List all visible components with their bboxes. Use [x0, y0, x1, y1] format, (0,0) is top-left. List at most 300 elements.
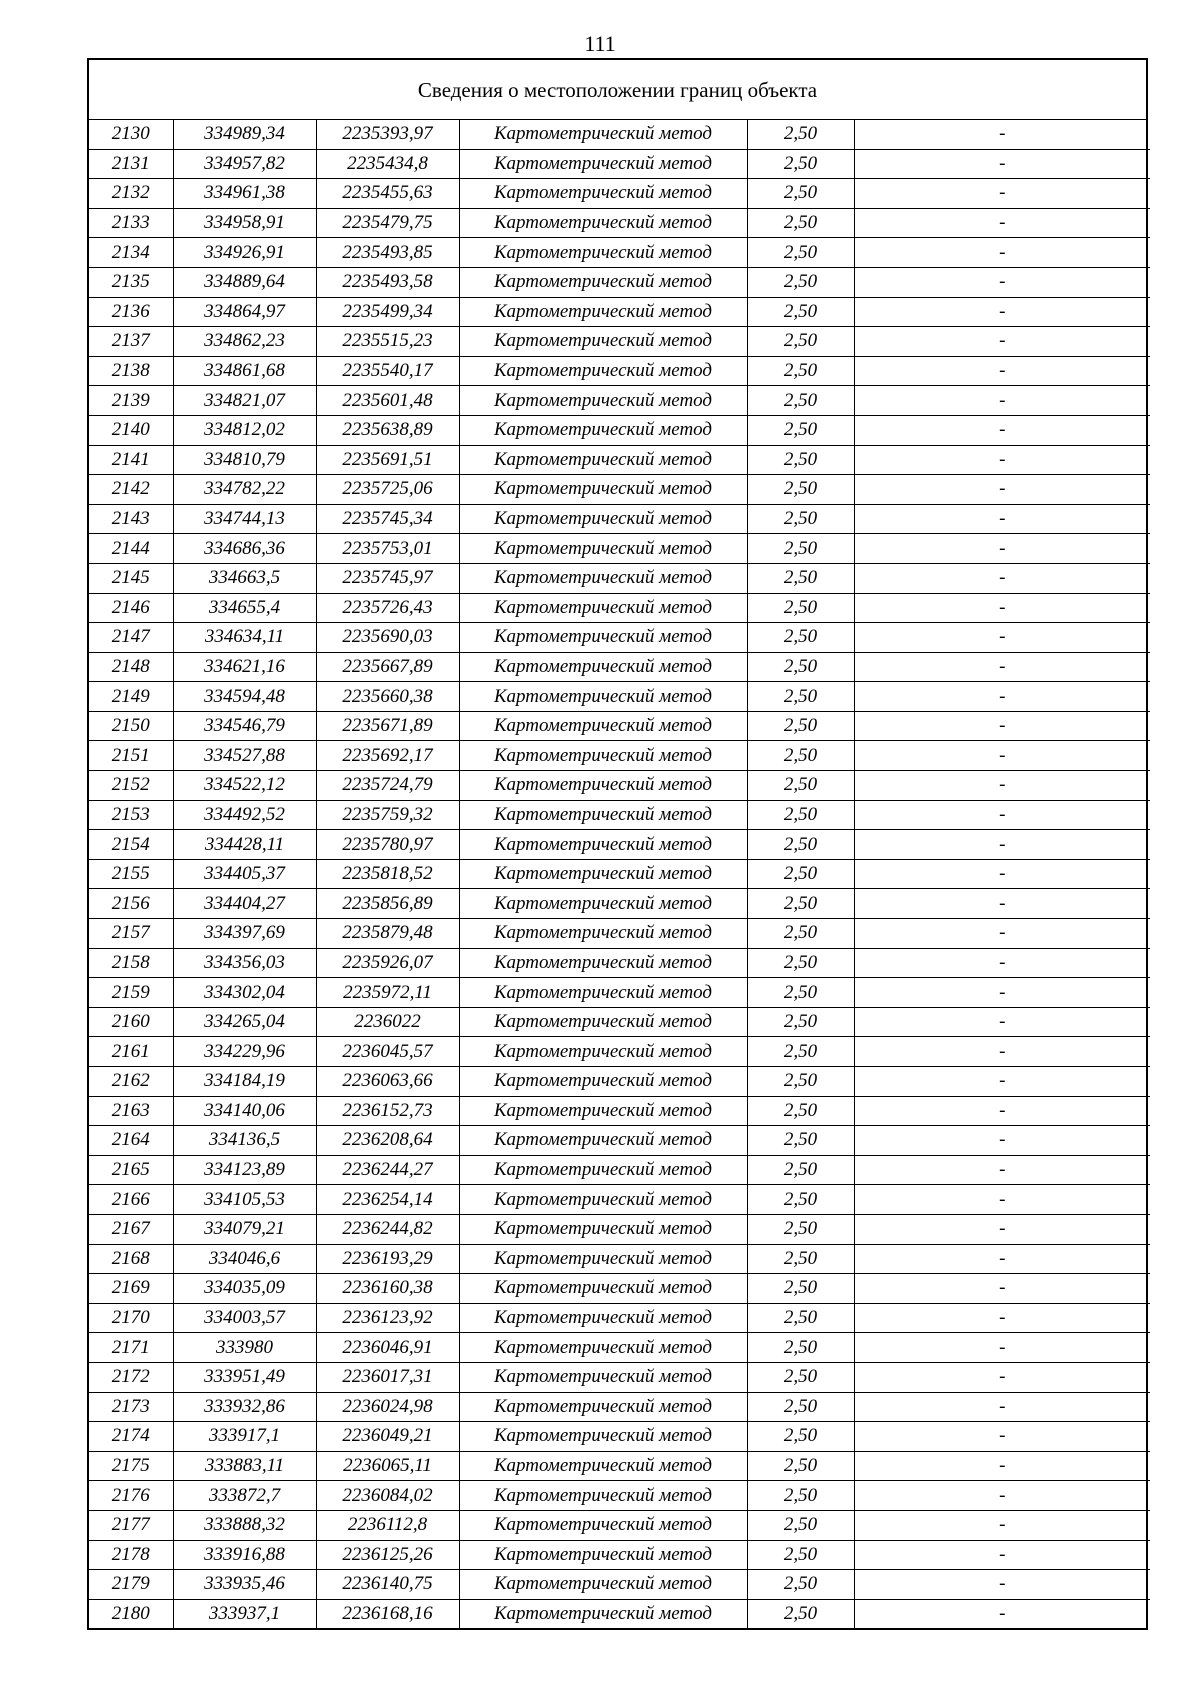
- accuracy-cell: 2,50: [747, 1214, 854, 1244]
- accuracy-cell: 2,50: [747, 1274, 854, 1304]
- note-cell: -: [854, 830, 1150, 860]
- table-row: [89, 593, 1150, 623]
- note-cell: -: [854, 1037, 1150, 1067]
- method-cell: Картометрический метод: [459, 978, 747, 1008]
- coordinate-x-cell: 334744,13: [173, 504, 316, 534]
- accuracy-cell: 2,50: [747, 978, 854, 1008]
- coordinate-y-cell: 2235515,23: [316, 327, 459, 357]
- coordinate-y-cell: 2235692,17: [316, 741, 459, 771]
- table-row: [89, 475, 1150, 505]
- method-cell: Картометрический метод: [459, 859, 747, 889]
- table-row: [89, 1392, 1150, 1422]
- coordinate-x-cell: 334655,4: [173, 593, 316, 623]
- accuracy-cell: 2,50: [747, 1392, 854, 1422]
- table-row: [89, 1599, 1150, 1628]
- method-cell: Картометрический метод: [459, 741, 747, 771]
- coordinate-x-cell: 334989,34: [173, 120, 316, 149]
- accuracy-cell: 2,50: [747, 771, 854, 801]
- coordinate-x-cell: 334136,5: [173, 1126, 316, 1156]
- note-cell: -: [854, 771, 1150, 801]
- point-number-cell: 2171: [89, 1333, 173, 1363]
- page-number: 111: [584, 31, 616, 56]
- coordinate-x-cell: 334397,69: [173, 919, 316, 949]
- point-number-cell: 2174: [89, 1422, 173, 1452]
- accuracy-cell: 2,50: [747, 1599, 854, 1628]
- point-number-cell: 2134: [89, 238, 173, 268]
- method-cell: Картометрический метод: [459, 682, 747, 712]
- point-number-cell: 2162: [89, 1067, 173, 1097]
- table-row: [89, 386, 1150, 416]
- method-cell: Картометрический метод: [459, 208, 747, 238]
- point-number-cell: 2176: [89, 1481, 173, 1511]
- method-cell: Картометрический метод: [459, 415, 747, 445]
- method-cell: Картометрический метод: [459, 297, 747, 327]
- table-row: [89, 1067, 1150, 1097]
- point-number-cell: 2142: [89, 475, 173, 505]
- accuracy-cell: 2,50: [747, 386, 854, 416]
- coordinate-x-cell: 334862,23: [173, 327, 316, 357]
- accuracy-cell: 2,50: [747, 1333, 854, 1363]
- table-row: [89, 978, 1150, 1008]
- method-cell: Картометрический метод: [459, 830, 747, 860]
- note-cell: -: [854, 1599, 1150, 1628]
- table-row: [89, 1126, 1150, 1156]
- note-cell: -: [854, 1274, 1150, 1304]
- accuracy-cell: 2,50: [747, 859, 854, 889]
- accuracy-cell: 2,50: [747, 1570, 854, 1600]
- accuracy-cell: 2,50: [747, 1362, 854, 1392]
- method-cell: Картометрический метод: [459, 1067, 747, 1097]
- point-number-cell: 2179: [89, 1570, 173, 1600]
- note-cell: -: [854, 356, 1150, 386]
- table-row: [89, 415, 1150, 445]
- point-number-cell: 2143: [89, 504, 173, 534]
- coordinate-y-cell: 2236208,64: [316, 1126, 459, 1156]
- table-row: [89, 1007, 1150, 1037]
- accuracy-cell: 2,50: [747, 534, 854, 564]
- point-number-cell: 2159: [89, 978, 173, 1008]
- coordinate-x-cell: 334958,91: [173, 208, 316, 238]
- coordinate-y-cell: 2236168,16: [316, 1599, 459, 1628]
- note-cell: -: [854, 889, 1150, 919]
- table-row: [89, 445, 1150, 475]
- method-cell: Картометрический метод: [459, 1007, 747, 1037]
- accuracy-cell: 2,50: [747, 830, 854, 860]
- coordinate-y-cell: 2235479,75: [316, 208, 459, 238]
- point-number-cell: 2147: [89, 623, 173, 653]
- coordinate-y-cell: 2236193,29: [316, 1244, 459, 1274]
- point-number-cell: 2138: [89, 356, 173, 386]
- coordinate-y-cell: 2235759,32: [316, 800, 459, 830]
- coordinate-x-cell: 334621,16: [173, 652, 316, 682]
- method-cell: Картометрический метод: [459, 386, 747, 416]
- point-number-cell: 2163: [89, 1096, 173, 1126]
- coordinate-y-cell: 2235926,07: [316, 948, 459, 978]
- table-row: [89, 1303, 1150, 1333]
- coordinate-x-cell: 334889,64: [173, 267, 316, 297]
- table-row: [89, 623, 1150, 653]
- coordinate-x-cell: 334686,36: [173, 534, 316, 564]
- coordinate-x-cell: 334404,27: [173, 889, 316, 919]
- coordinate-y-cell: 2236049,21: [316, 1422, 459, 1452]
- accuracy-cell: 2,50: [747, 356, 854, 386]
- point-number-cell: 2173: [89, 1392, 173, 1422]
- note-cell: -: [854, 1007, 1150, 1037]
- coordinate-y-cell: 2235745,34: [316, 504, 459, 534]
- coordinate-y-cell: 2235540,17: [316, 356, 459, 386]
- note-cell: -: [854, 445, 1150, 475]
- point-number-cell: 2146: [89, 593, 173, 623]
- table-row: [89, 1451, 1150, 1481]
- method-cell: Картометрический метод: [459, 1451, 747, 1481]
- point-number-cell: 2158: [89, 948, 173, 978]
- accuracy-cell: 2,50: [747, 1540, 854, 1570]
- accuracy-cell: 2,50: [747, 1510, 854, 1540]
- coordinate-x-cell: 334079,21: [173, 1214, 316, 1244]
- method-cell: Картометрический метод: [459, 563, 747, 593]
- coordinate-x-cell: 334302,04: [173, 978, 316, 1008]
- coordinate-y-cell: 2236244,82: [316, 1214, 459, 1244]
- coordinate-x-cell: 334527,88: [173, 741, 316, 771]
- note-cell: -: [854, 1481, 1150, 1511]
- point-number-cell: 2161: [89, 1037, 173, 1067]
- method-cell: Картометрический метод: [459, 1303, 747, 1333]
- point-number-cell: 2175: [89, 1451, 173, 1481]
- note-cell: -: [854, 1096, 1150, 1126]
- accuracy-cell: 2,50: [747, 948, 854, 978]
- method-cell: Картометрический метод: [459, 1214, 747, 1244]
- accuracy-cell: 2,50: [747, 711, 854, 741]
- method-cell: Картометрический метод: [459, 1540, 747, 1570]
- table-row: [89, 1214, 1150, 1244]
- point-number-cell: 2153: [89, 800, 173, 830]
- coordinate-y-cell: 2235393,97: [316, 120, 459, 149]
- coordinate-y-cell: 2235724,79: [316, 771, 459, 801]
- table-row: [89, 652, 1150, 682]
- note-cell: -: [854, 1451, 1150, 1481]
- coordinate-x-cell: 333935,46: [173, 1570, 316, 1600]
- accuracy-cell: 2,50: [747, 445, 854, 475]
- table-row: [89, 208, 1150, 238]
- accuracy-cell: 2,50: [747, 415, 854, 445]
- coordinate-x-cell: 333916,88: [173, 1540, 316, 1570]
- table-row: [89, 1540, 1150, 1570]
- table-row: [89, 1155, 1150, 1185]
- coordinate-y-cell: 2235856,89: [316, 889, 459, 919]
- coordinate-y-cell: 2235493,85: [316, 238, 459, 268]
- note-cell: -: [854, 327, 1150, 357]
- note-cell: -: [854, 1214, 1150, 1244]
- coordinate-x-cell: 334046,6: [173, 1244, 316, 1274]
- coordinate-x-cell: 334356,03: [173, 948, 316, 978]
- accuracy-cell: 2,50: [747, 563, 854, 593]
- method-cell: Картометрический метод: [459, 948, 747, 978]
- accuracy-cell: 2,50: [747, 919, 854, 949]
- coordinate-y-cell: 2236084,02: [316, 1481, 459, 1511]
- coordinate-x-cell: 334546,79: [173, 711, 316, 741]
- coordinate-y-cell: 2235493,58: [316, 267, 459, 297]
- accuracy-cell: 2,50: [747, 1037, 854, 1067]
- table-row: [89, 179, 1150, 209]
- accuracy-cell: 2,50: [747, 1185, 854, 1215]
- table-row: [89, 1510, 1150, 1540]
- method-cell: Картометрический метод: [459, 623, 747, 653]
- point-number-cell: 2178: [89, 1540, 173, 1570]
- coordinate-y-cell: 2235671,89: [316, 711, 459, 741]
- accuracy-cell: 2,50: [747, 1155, 854, 1185]
- point-number-cell: 2150: [89, 711, 173, 741]
- coordinate-x-cell: 334926,91: [173, 238, 316, 268]
- table-row: [89, 1362, 1150, 1392]
- method-cell: Картометрический метод: [459, 149, 747, 179]
- method-cell: Картометрический метод: [459, 179, 747, 209]
- point-number-cell: 2148: [89, 652, 173, 682]
- coordinate-x-cell: 333888,32: [173, 1510, 316, 1540]
- coordinate-x-cell: 334492,52: [173, 800, 316, 830]
- table-row: [89, 948, 1150, 978]
- coordinate-y-cell: 2235972,11: [316, 978, 459, 1008]
- coordinate-y-cell: 2236152,73: [316, 1096, 459, 1126]
- note-cell: -: [854, 504, 1150, 534]
- table-row: [89, 919, 1150, 949]
- point-number-cell: 2139: [89, 386, 173, 416]
- accuracy-cell: 2,50: [747, 1451, 854, 1481]
- point-number-cell: 2160: [89, 1007, 173, 1037]
- method-cell: Картометрический метод: [459, 1096, 747, 1126]
- coordinate-x-cell: 334428,11: [173, 830, 316, 860]
- note-cell: -: [854, 711, 1150, 741]
- method-cell: Картометрический метод: [459, 475, 747, 505]
- point-number-cell: 2155: [89, 859, 173, 889]
- point-number-cell: 2172: [89, 1362, 173, 1392]
- note-cell: -: [854, 1422, 1150, 1452]
- method-cell: Картометрический метод: [459, 652, 747, 682]
- coordinate-y-cell: 2236254,14: [316, 1185, 459, 1215]
- coordinate-x-cell: 334594,48: [173, 682, 316, 712]
- method-cell: Картометрический метод: [459, 1274, 747, 1304]
- method-cell: Картометрический метод: [459, 1244, 747, 1274]
- table-row: [89, 800, 1150, 830]
- method-cell: Картометрический метод: [459, 1037, 747, 1067]
- table-row: [89, 859, 1150, 889]
- table-row: [89, 149, 1150, 179]
- point-number-cell: 2151: [89, 741, 173, 771]
- coordinate-y-cell: 2235455,63: [316, 179, 459, 209]
- coordinate-x-cell: 334184,19: [173, 1067, 316, 1097]
- accuracy-cell: 2,50: [747, 1126, 854, 1156]
- coordinate-y-cell: 2235818,52: [316, 859, 459, 889]
- note-cell: -: [854, 919, 1150, 949]
- point-number-cell: 2180: [89, 1599, 173, 1628]
- note-cell: -: [854, 652, 1150, 682]
- note-cell: -: [854, 1244, 1150, 1274]
- coordinate-x-cell: 333883,11: [173, 1451, 316, 1481]
- point-number-cell: 2164: [89, 1126, 173, 1156]
- table-row: [89, 267, 1150, 297]
- coordinate-y-cell: 2236017,31: [316, 1362, 459, 1392]
- table-row: [89, 1274, 1150, 1304]
- note-cell: -: [854, 1185, 1150, 1215]
- point-number-cell: 2140: [89, 415, 173, 445]
- note-cell: -: [854, 978, 1150, 1008]
- point-number-cell: 2165: [89, 1155, 173, 1185]
- method-cell: Картометрический метод: [459, 534, 747, 564]
- note-cell: -: [854, 149, 1150, 179]
- accuracy-cell: 2,50: [747, 327, 854, 357]
- method-cell: Картометрический метод: [459, 445, 747, 475]
- coordinate-y-cell: 2235780,97: [316, 830, 459, 860]
- point-number-cell: 2152: [89, 771, 173, 801]
- coordinate-y-cell: 2236140,75: [316, 1570, 459, 1600]
- coordinates-grid: [89, 120, 1150, 1628]
- method-cell: Картометрический метод: [459, 1570, 747, 1600]
- point-number-cell: 2177: [89, 1510, 173, 1540]
- coordinate-y-cell: 2235601,48: [316, 386, 459, 416]
- point-number-cell: 2141: [89, 445, 173, 475]
- accuracy-cell: 2,50: [747, 208, 854, 238]
- coordinates-body: [89, 120, 1150, 1628]
- note-cell: -: [854, 682, 1150, 712]
- note-cell: -: [854, 238, 1150, 268]
- coordinate-y-cell: 2235660,38: [316, 682, 459, 712]
- coordinate-x-cell: 334821,07: [173, 386, 316, 416]
- table-row: [89, 120, 1150, 149]
- coordinate-y-cell: 2236045,57: [316, 1037, 459, 1067]
- method-cell: Картометрический метод: [459, 238, 747, 268]
- table-row: [89, 327, 1150, 357]
- method-cell: Картометрический метод: [459, 267, 747, 297]
- table-row: [89, 1481, 1150, 1511]
- coordinate-x-cell: 334957,82: [173, 149, 316, 179]
- note-cell: -: [854, 1540, 1150, 1570]
- coordinate-x-cell: 334663,5: [173, 563, 316, 593]
- accuracy-cell: 2,50: [747, 1244, 854, 1274]
- point-number-cell: 2170: [89, 1303, 173, 1333]
- coordinate-x-cell: 334003,57: [173, 1303, 316, 1333]
- method-cell: Картометрический метод: [459, 1481, 747, 1511]
- note-cell: -: [854, 1155, 1150, 1185]
- table-row: [89, 238, 1150, 268]
- accuracy-cell: 2,50: [747, 149, 854, 179]
- coordinate-x-cell: 334123,89: [173, 1155, 316, 1185]
- coordinate-y-cell: 2236022: [316, 1007, 459, 1037]
- point-number-cell: 2169: [89, 1274, 173, 1304]
- table-row: [89, 534, 1150, 564]
- note-cell: -: [854, 267, 1150, 297]
- coordinate-x-cell: 333917,1: [173, 1422, 316, 1452]
- method-cell: Картометрический метод: [459, 1362, 747, 1392]
- coordinate-x-cell: 334961,38: [173, 179, 316, 209]
- accuracy-cell: 2,50: [747, 889, 854, 919]
- method-cell: Картометрический метод: [459, 889, 747, 919]
- coordinate-x-cell: 334035,09: [173, 1274, 316, 1304]
- method-cell: Картометрический метод: [459, 1333, 747, 1363]
- note-cell: -: [854, 475, 1150, 505]
- coordinate-y-cell: 2235691,51: [316, 445, 459, 475]
- method-cell: Картометрический метод: [459, 1185, 747, 1215]
- table-row: [89, 297, 1150, 327]
- point-number-cell: 2168: [89, 1244, 173, 1274]
- accuracy-cell: 2,50: [747, 297, 854, 327]
- coordinate-y-cell: 2236244,27: [316, 1155, 459, 1185]
- coordinate-x-cell: 334140,06: [173, 1096, 316, 1126]
- coordinate-x-cell: 334522,12: [173, 771, 316, 801]
- note-cell: -: [854, 1510, 1150, 1540]
- table-row: [89, 1037, 1150, 1067]
- coordinate-y-cell: 2236112,8: [316, 1510, 459, 1540]
- table-row: [89, 711, 1150, 741]
- note-cell: -: [854, 1362, 1150, 1392]
- coordinate-y-cell: 2235434,8: [316, 149, 459, 179]
- table-row: [89, 1570, 1150, 1600]
- method-cell: Картометрический метод: [459, 1422, 747, 1452]
- coordinate-y-cell: 2236065,11: [316, 1451, 459, 1481]
- accuracy-cell: 2,50: [747, 1096, 854, 1126]
- point-number-cell: 2130: [89, 120, 173, 149]
- coordinate-x-cell: 333937,1: [173, 1599, 316, 1628]
- accuracy-cell: 2,50: [747, 800, 854, 830]
- point-number-cell: 2157: [89, 919, 173, 949]
- table-row: [89, 741, 1150, 771]
- coordinate-y-cell: 2235638,89: [316, 415, 459, 445]
- table-row: [89, 830, 1150, 860]
- accuracy-cell: 2,50: [747, 593, 854, 623]
- table-row: [89, 356, 1150, 386]
- note-cell: -: [854, 563, 1150, 593]
- note-cell: -: [854, 208, 1150, 238]
- accuracy-cell: 2,50: [747, 741, 854, 771]
- table-row: [89, 1333, 1150, 1363]
- coordinate-y-cell: 2235753,01: [316, 534, 459, 564]
- note-cell: -: [854, 623, 1150, 653]
- point-number-cell: 2154: [89, 830, 173, 860]
- point-number-cell: 2136: [89, 297, 173, 327]
- point-number-cell: 2166: [89, 1185, 173, 1215]
- accuracy-cell: 2,50: [747, 1422, 854, 1452]
- table-row: [89, 1244, 1150, 1274]
- note-cell: -: [854, 1303, 1150, 1333]
- table-title: Сведения о местоположении границ объекта: [89, 60, 1146, 120]
- note-cell: -: [854, 1067, 1150, 1097]
- point-number-cell: 2137: [89, 327, 173, 357]
- coordinate-x-cell: 334782,22: [173, 475, 316, 505]
- coordinate-y-cell: 2235667,89: [316, 652, 459, 682]
- note-cell: -: [854, 800, 1150, 830]
- accuracy-cell: 2,50: [747, 120, 854, 149]
- point-number-cell: 2132: [89, 179, 173, 209]
- method-cell: Картометрический метод: [459, 919, 747, 949]
- note-cell: -: [854, 948, 1150, 978]
- method-cell: Картометрический метод: [459, 800, 747, 830]
- accuracy-cell: 2,50: [747, 682, 854, 712]
- method-cell: Картометрический метод: [459, 1126, 747, 1156]
- coordinate-y-cell: 2236063,66: [316, 1067, 459, 1097]
- method-cell: Картометрический метод: [459, 504, 747, 534]
- point-number-cell: 2167: [89, 1214, 173, 1244]
- method-cell: Картометрический метод: [459, 120, 747, 149]
- boundary-table: [87, 58, 1148, 1630]
- coordinate-y-cell: 2235690,03: [316, 623, 459, 653]
- table-row: [89, 682, 1150, 712]
- coordinate-x-cell: 334105,53: [173, 1185, 316, 1215]
- point-number-cell: 2145: [89, 563, 173, 593]
- accuracy-cell: 2,50: [747, 1067, 854, 1097]
- point-number-cell: 2144: [89, 534, 173, 564]
- point-number-cell: 2133: [89, 208, 173, 238]
- method-cell: Картометрический метод: [459, 1392, 747, 1422]
- accuracy-cell: 2,50: [747, 504, 854, 534]
- note-cell: -: [854, 534, 1150, 564]
